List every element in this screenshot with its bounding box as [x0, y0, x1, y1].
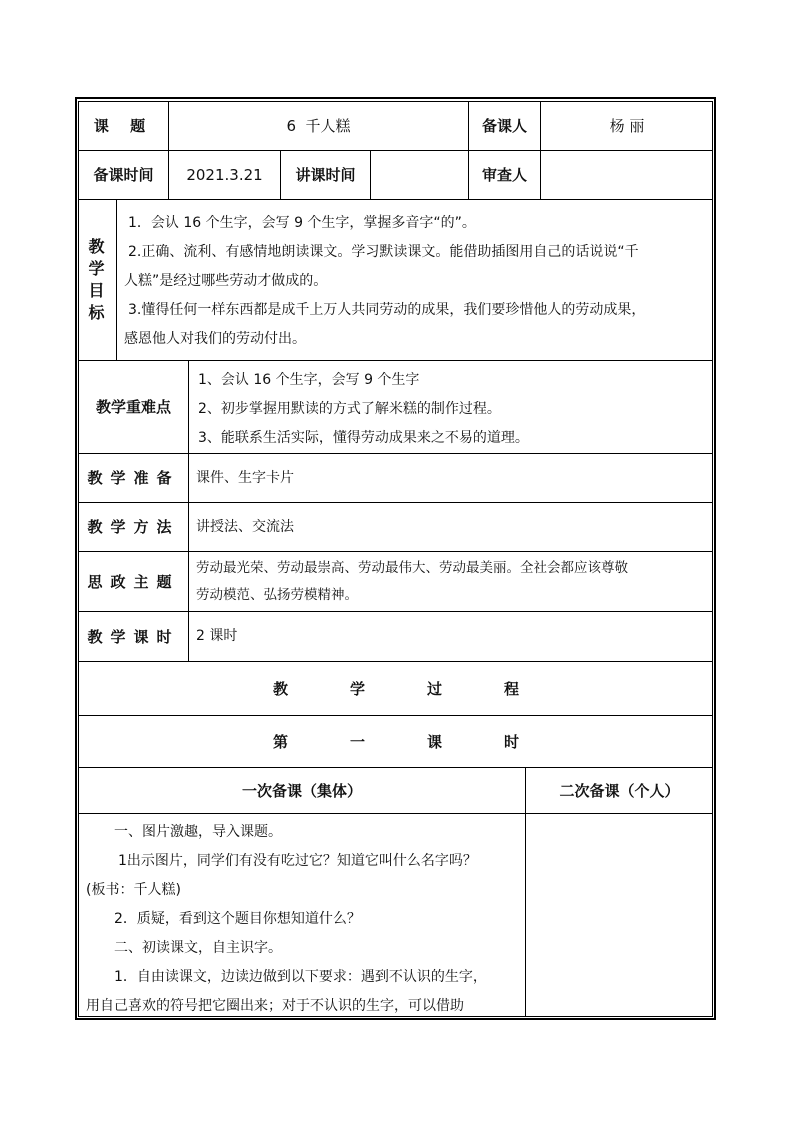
topic-value: 6 千人糕 — [286, 117, 351, 135]
body-line: 用自己喜欢的符号把它圈出来；对于不认识的生字，可以借助 — [86, 998, 464, 1014]
body-line: 1出示图片，同学们有没有吃过它？知道它叫什么名字吗？ — [118, 853, 477, 869]
hours-label: 教学课时 — [87, 627, 180, 646]
goals-label — [81, 236, 112, 324]
prep-time-value: 2021.3.21 — [186, 166, 263, 184]
row-divider — [78, 813, 713, 814]
lesson-body — [86, 818, 522, 1021]
hours-value: 2 课时 — [196, 628, 238, 645]
goals-line: 人糕”是经过哪些劳动才做成的。 — [124, 273, 328, 289]
body-line: 1．自由读课文，边读边做到以下要求：遇到不认识的生字， — [114, 969, 487, 985]
key-points-text — [198, 366, 708, 453]
goals-label-char: 学 — [88, 259, 105, 278]
preparation-value: 课件、生字卡片 — [196, 469, 294, 486]
body-line: 一、图片激趣，导入课题。 — [114, 824, 282, 840]
reviewer-value — [541, 151, 713, 199]
ideology-line: 劳动最光荣、劳动最崇高、劳动最伟大、劳动最美丽。全社会都应该尊敬 — [196, 560, 628, 576]
goals-label-char: 目 — [88, 281, 105, 300]
collective-column-header: 一次备课（集体） — [241, 781, 362, 800]
col-divider — [116, 199, 117, 360]
row-divider — [78, 199, 713, 200]
goals-line: 感恩他人对我们的劳动付出。 — [124, 331, 306, 347]
preparation-label: 教学准备 — [87, 469, 180, 487]
goals-label-char: 教 — [88, 237, 105, 256]
body-line: (板书：千人糕) — [86, 882, 181, 898]
prep-time-label: 备课时间 — [93, 166, 154, 184]
lesson-title: 第一课时 — [272, 732, 581, 751]
body-line: 二、初读课文，自主识字。 — [114, 940, 282, 956]
key-point-line: 1、会认 16 个生字，会写 9 个生字 — [198, 372, 420, 388]
key-points-label: 教学重难点 — [95, 398, 171, 416]
key-point-line: 3、能联系生活实际，懂得劳动成果来之不易的道理。 — [198, 430, 529, 446]
goals-text — [124, 209, 714, 354]
preparer-value: 杨 丽 — [609, 117, 645, 135]
body-line: 2．质疑，看到这个题目你想知道什么？ — [114, 911, 361, 927]
ideology-line: 劳动模范、弘扬劳模精神。 — [196, 587, 358, 603]
goals-line: 2.正确、流利、有感情地朗读课文。学习默读课文。能借助插图用自己的话说说“千 — [128, 244, 639, 260]
method-value: 讲授法、交流法 — [196, 518, 294, 535]
key-point-line: 2、初步掌握用默读的方式了解米糕的制作过程。 — [198, 401, 501, 417]
goals-line: 3.懂得任何一样东西都是成千上万人共同劳动的成果，我们要珍惜他人的劳动成果， — [128, 302, 646, 318]
reviewer-label: 审查人 — [481, 166, 527, 184]
personal-column-header: 二次备课（个人） — [559, 781, 680, 800]
ideology-label: 思政主题 — [87, 572, 180, 591]
lecture-time-label: 讲课时间 — [295, 166, 356, 184]
method-label: 教学方法 — [87, 518, 180, 536]
goals-line: 1．会认 16 个生字，会写 9 个生字，掌握多音字“的”。 — [128, 215, 476, 231]
process-title: 教学过程 — [272, 679, 581, 698]
lecture-time-value — [371, 151, 468, 199]
col-divider — [188, 360, 189, 661]
goals-label-char: 标 — [88, 303, 105, 322]
ideology-text — [196, 555, 710, 609]
topic-label: 课 题 — [93, 117, 154, 135]
preparer-label: 备课人 — [481, 117, 527, 135]
